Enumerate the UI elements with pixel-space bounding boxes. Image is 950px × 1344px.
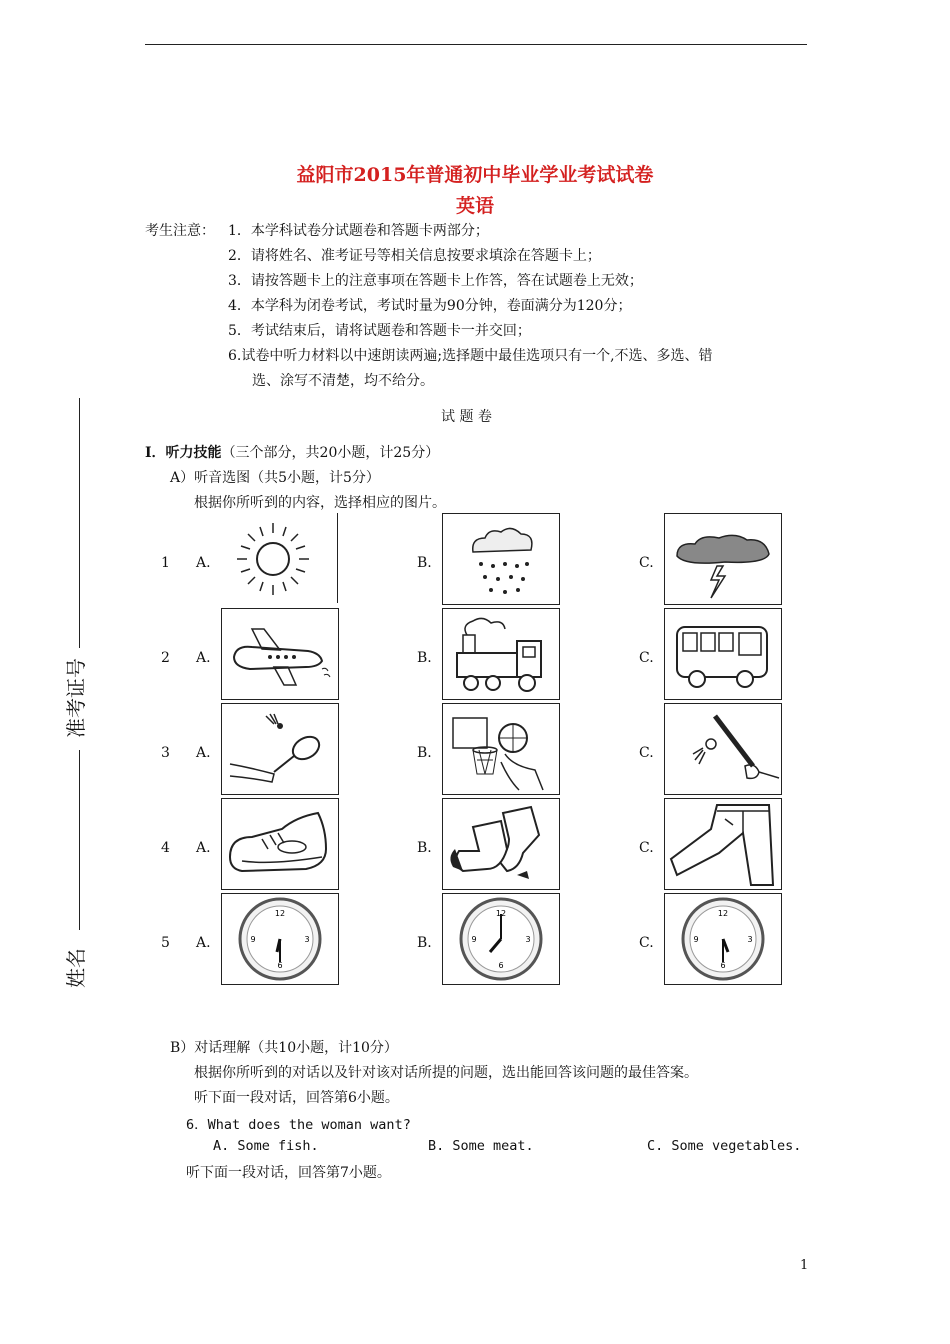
clock-800-icon [442, 893, 560, 985]
option-label: A. [196, 935, 211, 951]
clock-630-icon [221, 893, 339, 985]
clock-number-12: 12 [717, 909, 729, 918]
clock-number-6: 6 [277, 961, 283, 970]
question-number: 5 [161, 935, 170, 951]
rain-cloud-icon [442, 513, 560, 605]
clock-number-9: 9 [693, 935, 699, 944]
option-label: B. [417, 935, 432, 951]
baseball-icon [664, 703, 782, 795]
clock-number-3: 3 [304, 935, 310, 944]
notice-item-3: 3．请按答题卡上的注意事项在答题卡上作答，答在试题卷上无效； [228, 273, 643, 289]
notice-item-4: 4．本学科为闭卷考试，考试时量为90分钟，卷面满分为120分； [228, 298, 632, 314]
bus-icon [664, 608, 782, 700]
clock-number-6: 6 [720, 961, 726, 970]
notice-item-5: 5．考试结束后，请将试题卷和答题卡一并交回； [228, 323, 531, 339]
q6-option-a: A. Some fish. [213, 1138, 319, 1154]
exam-id-label: 准考证号 [64, 658, 88, 738]
clock-number-12: 12 [274, 909, 286, 918]
page-number: 1 [800, 1258, 809, 1273]
option-label: A. [196, 745, 211, 761]
subject-title: 英语 [455, 195, 494, 217]
clock-number-9: 9 [471, 935, 477, 944]
part1-title-rest: （三个部分，共20小题，计25分） [221, 445, 440, 461]
option-label: C. [639, 840, 654, 856]
question-6: 6．What does the woman want? [186, 1117, 411, 1133]
exam-id-line [79, 398, 80, 648]
option-label: C. [639, 650, 654, 666]
partB-title: B）对话理解（共10小题，计10分） [170, 1040, 398, 1056]
name-label: 姓名 [64, 948, 88, 988]
clock-number-3: 3 [525, 935, 531, 944]
question-number: 4 [161, 840, 170, 856]
dialog7-intro: 听下面一段对话，回答第7小题。 [186, 1165, 391, 1181]
q6-option-b: B. Some meat. [428, 1138, 534, 1154]
basketball-icon [442, 703, 560, 795]
question-number: 1 [161, 555, 170, 571]
option-label: A. [196, 555, 211, 571]
clock-number-3: 3 [747, 935, 753, 944]
trousers-icon [664, 798, 782, 890]
notice-item-6: 6.试卷中听力材料以中速朗读两遍;选择题中最佳选项只有一个,不选、多选、错 [228, 348, 713, 364]
badminton-icon [221, 703, 339, 795]
clock-number-6: 6 [498, 961, 504, 970]
question-number: 3 [161, 745, 170, 761]
notice-label: 考生注意： [145, 223, 215, 239]
section-title: 试 题 卷 [441, 409, 492, 425]
airplane-icon [221, 608, 339, 700]
q6-option-c: C. Some vegetables. [647, 1138, 802, 1154]
option-label: C. [639, 745, 654, 761]
option-label: B. [417, 650, 432, 666]
shoe-icon [221, 798, 339, 890]
thunderstorm-icon [664, 513, 782, 605]
notice-item-2: 2．请将姓名、准考证号等相关信息按要求填涂在答题卡上； [228, 248, 601, 264]
exam-title: 益阳市2015年普通初中毕业学业考试试卷 [296, 164, 654, 186]
option-label: B. [417, 745, 432, 761]
question-number: 2 [161, 650, 170, 666]
notice-item-6-cont: 选、涂写不清楚，均不给分。 [252, 373, 434, 389]
top-rule [145, 44, 807, 45]
clock-number-12: 12 [495, 909, 507, 918]
clock-530-icon [664, 893, 782, 985]
option-label: B. [417, 555, 432, 571]
partB-instruction: 根据你所听到的对话以及针对该对话所提的问题，选出能回答该问题的最佳答案。 [194, 1065, 698, 1081]
option-label: A. [196, 650, 211, 666]
option-label: C. [639, 935, 654, 951]
dialog6-intro: 听下面一段对话，回答第6小题。 [194, 1090, 399, 1106]
part1-title [145, 442, 439, 462]
partA-instruction: 根据你所听到的内容，选择相应的图片。 [194, 495, 446, 511]
sun-icon [221, 513, 338, 603]
name-line [79, 750, 80, 930]
socks-icon [442, 798, 560, 890]
option-label: C. [639, 555, 654, 571]
clock-number-9: 9 [250, 935, 256, 944]
train-icon [442, 608, 560, 700]
part1-title-bold: I．听力技能 [145, 445, 222, 461]
option-label: A. [196, 840, 211, 856]
option-label: B. [417, 840, 432, 856]
notice-item-1: 1．本学科试卷分试题卷和答题卡两部分； [228, 223, 489, 239]
partA-title: A）听音选图（共5小题，计5分） [170, 470, 380, 486]
